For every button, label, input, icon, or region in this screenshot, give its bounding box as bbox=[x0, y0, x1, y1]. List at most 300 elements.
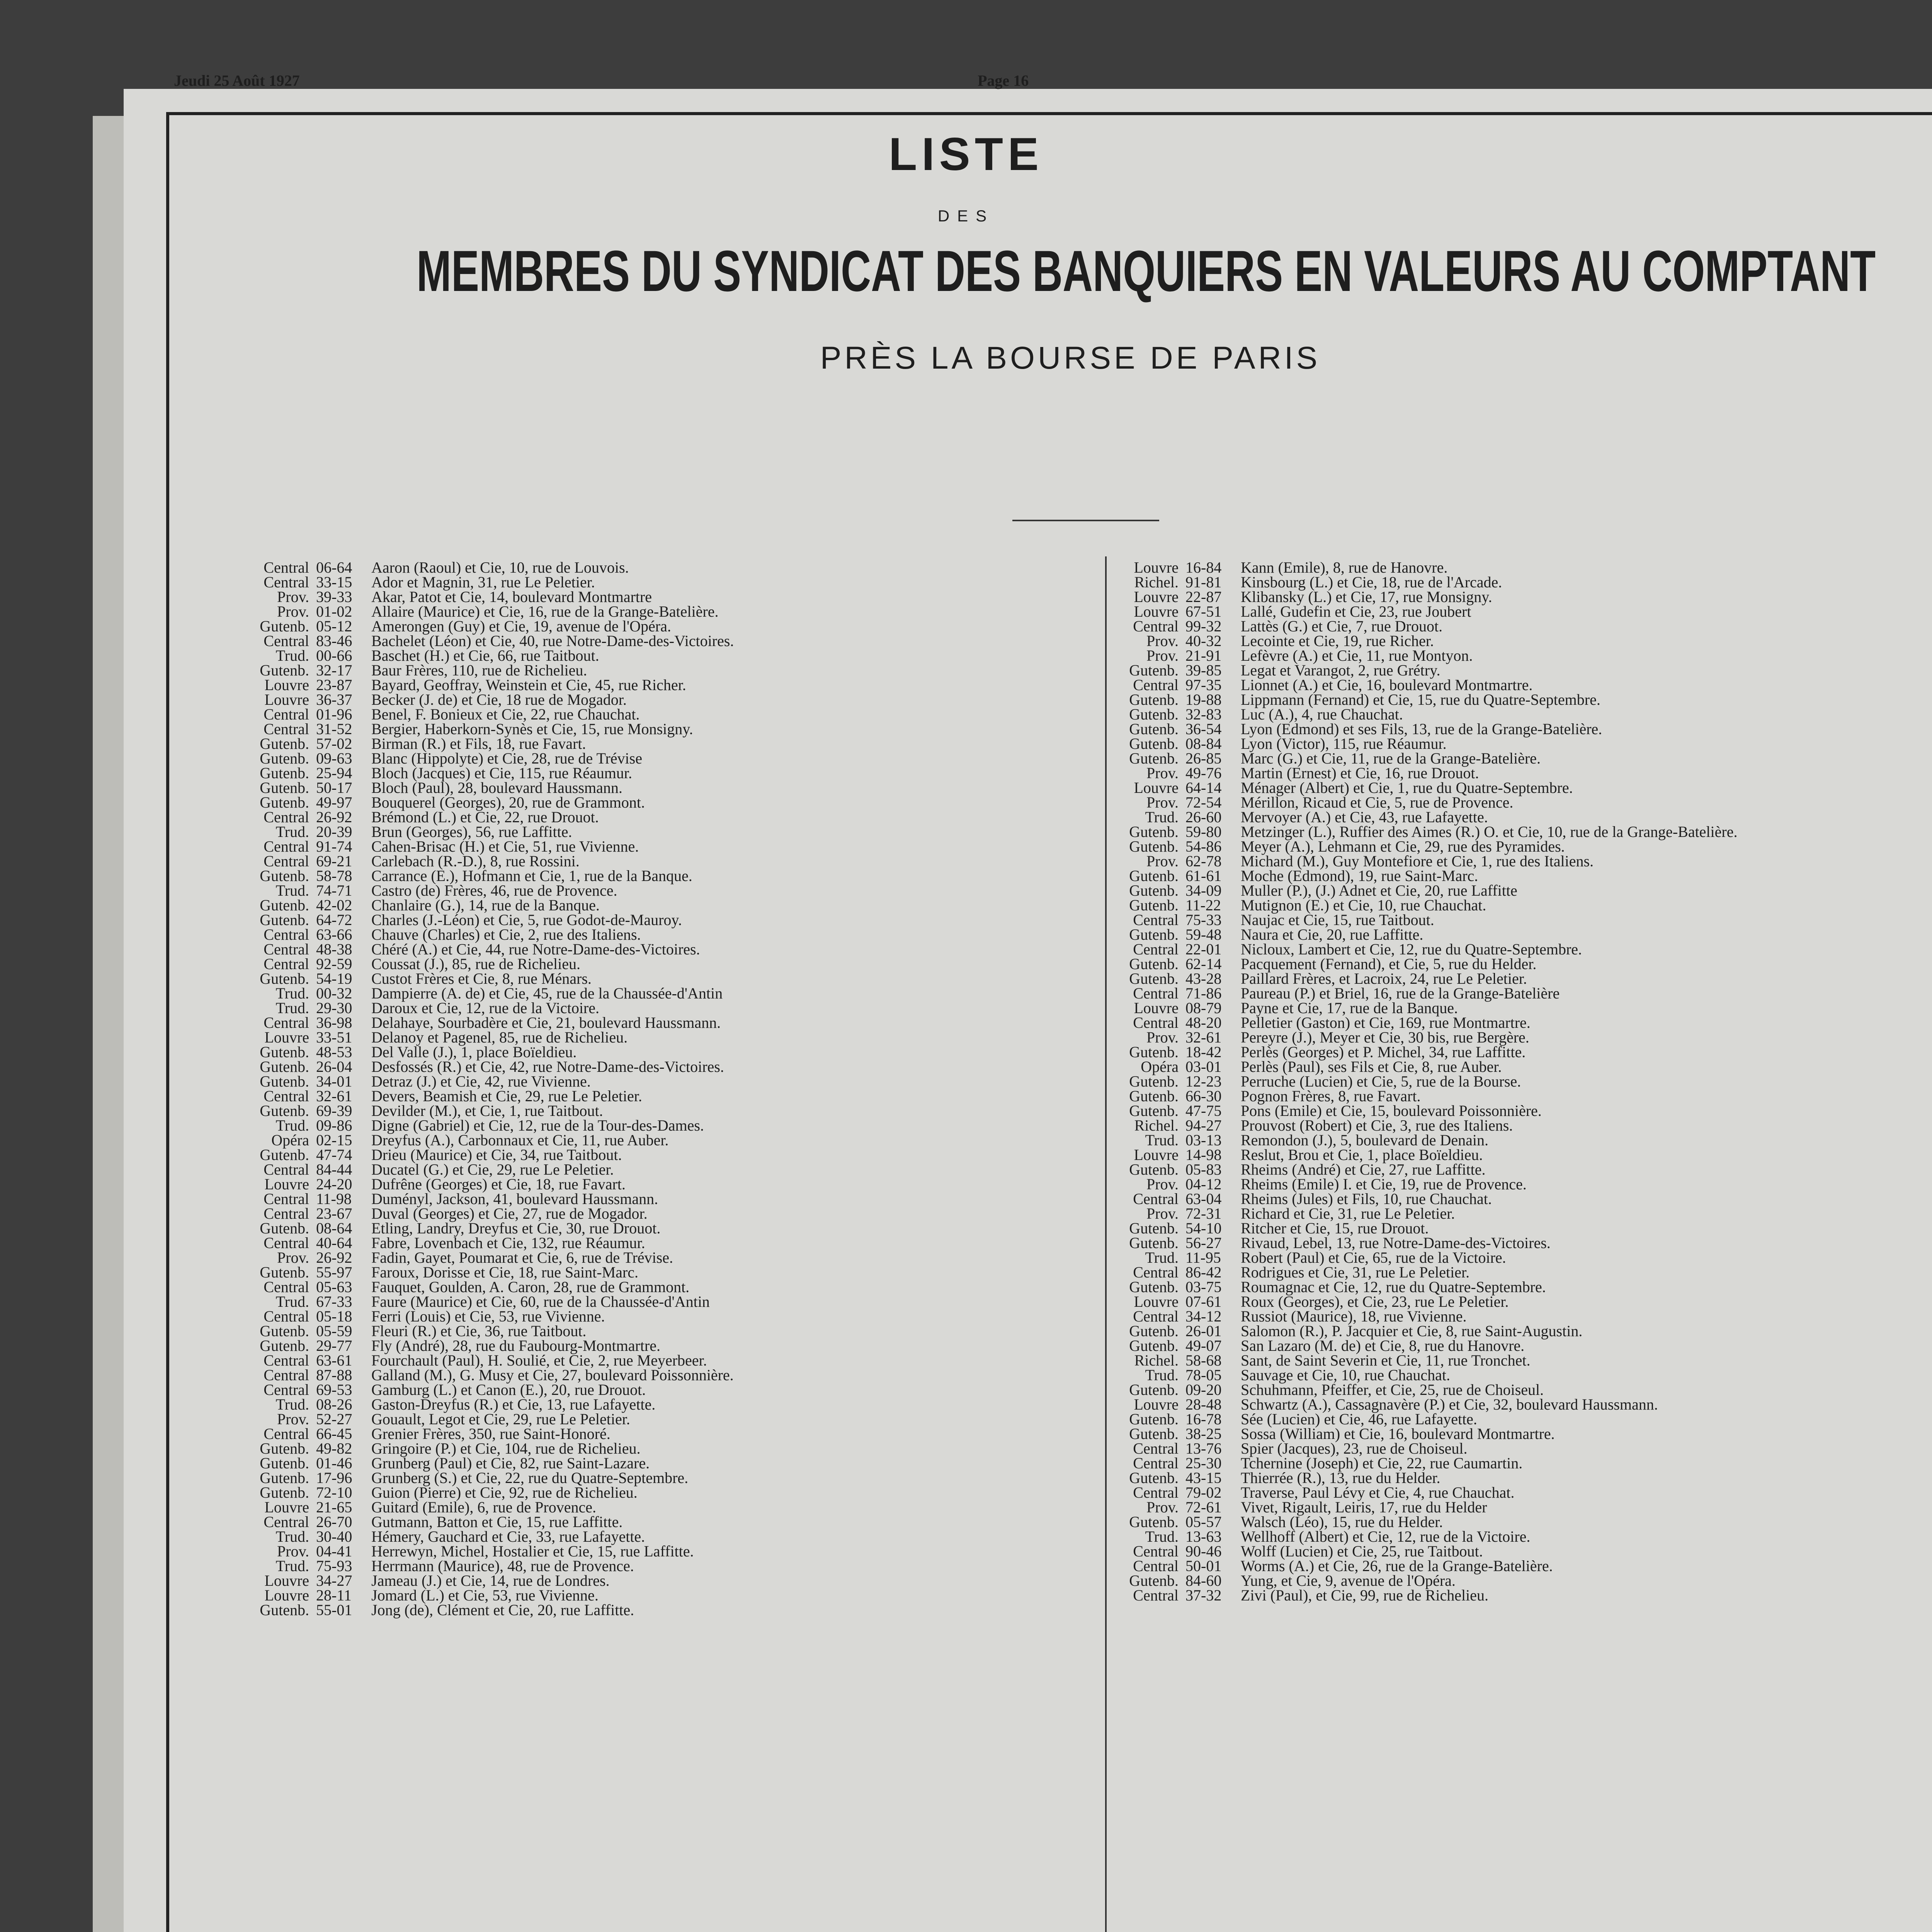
member-entry bbox=[243, 1162, 734, 1177]
member-number: 67-51 bbox=[1185, 603, 1222, 620]
member-entry bbox=[1113, 810, 1738, 825]
member-number: 97-35 bbox=[1185, 676, 1222, 694]
member-number: 11-95 bbox=[1185, 1249, 1221, 1266]
member-number: 61-61 bbox=[1185, 867, 1222, 884]
member-text: Paillard Frères, et Lacroix, 24, rue Le Peletier. bbox=[1241, 970, 1527, 987]
member-text: Naura et Cie, 20, rue Laffitte. bbox=[1241, 926, 1423, 943]
member-number: 20-39 bbox=[316, 823, 352, 840]
member-entry bbox=[243, 663, 734, 678]
member-entry bbox=[1113, 869, 1738, 883]
member-exchange: Trud. bbox=[276, 1293, 309, 1310]
member-text: Fourchault (Paul), H. Soulié, et Cie, 2, rue Meyerbeer. bbox=[371, 1352, 707, 1369]
member-number: 92-59 bbox=[316, 955, 352, 973]
member-number: 14-98 bbox=[1185, 1146, 1222, 1163]
member-exchange: Gutenb. bbox=[1129, 1337, 1179, 1354]
member-text: Akar, Patot et Cie, 14, boulevard Montmartre bbox=[371, 588, 652, 605]
member-number: 49-82 bbox=[316, 1440, 352, 1457]
member-number: 22-87 bbox=[1185, 588, 1222, 605]
member-text: Gaston-Dreyfus (R.) et Cie, 13, rue Lafayette. bbox=[371, 1396, 656, 1413]
member-exchange: Louvre bbox=[264, 1572, 309, 1589]
member-text: Chéré (A.) et Cie, 44, rue Notre-Dame-des-Victoires. bbox=[371, 940, 700, 958]
member-text: Coussat (J.), 85, rue de Richelieu. bbox=[371, 955, 580, 973]
member-number: 08-26 bbox=[316, 1396, 352, 1413]
member-entry bbox=[243, 1471, 734, 1485]
member-entry bbox=[243, 1603, 734, 1617]
member-exchange: Gutenb. bbox=[260, 1440, 309, 1457]
member-text: Lattès (G.) et Cie, 7, rue Drouot. bbox=[1241, 617, 1443, 635]
member-text: Michard (M.), Guy Montefiore et Cie, 1, rue des Italiens. bbox=[1241, 852, 1594, 870]
member-entry bbox=[243, 1338, 734, 1353]
member-entry bbox=[243, 942, 734, 957]
member-entry bbox=[1113, 839, 1738, 854]
member-entry bbox=[243, 1250, 734, 1265]
member-exchange: Gutenb. bbox=[1129, 662, 1179, 679]
member-exchange: Gutenb. bbox=[260, 896, 309, 914]
member-entry bbox=[243, 1030, 734, 1045]
member-text: Lefèvre (A.) et Cie, 11, rue Montyon. bbox=[1241, 647, 1473, 664]
member-exchange: Central bbox=[264, 559, 309, 576]
member-exchange: Gutenb. bbox=[1129, 1234, 1179, 1252]
member-entry bbox=[243, 1573, 734, 1588]
member-text: Kinsbourg (L.) et Cie, 18, rue de l'Arcade. bbox=[1241, 573, 1502, 591]
member-exchange: Richel. bbox=[1134, 573, 1179, 591]
member-exchange: Gutenb. bbox=[260, 1601, 309, 1619]
member-number: 66-45 bbox=[316, 1425, 352, 1442]
member-exchange: Gutenb. bbox=[1129, 691, 1179, 708]
member-exchange: Richel. bbox=[1134, 1117, 1179, 1134]
member-number: 90-46 bbox=[1185, 1543, 1222, 1560]
member-exchange: Gutenb. bbox=[1129, 735, 1179, 752]
member-entry bbox=[243, 1118, 734, 1133]
member-text: Devilder (M.), et Cie, 1, rue Taitbout. bbox=[371, 1102, 603, 1119]
member-entry bbox=[243, 1383, 734, 1397]
member-text: Fabre, Lovenbach et Cie, 132, rue Réaumur. bbox=[371, 1234, 645, 1252]
member-entry bbox=[243, 839, 734, 854]
member-number: 03-75 bbox=[1185, 1278, 1222, 1296]
member-entry bbox=[1113, 575, 1738, 590]
member-text: Cahen-Brisac (H.) et Cie, 51, rue Vivienne. bbox=[371, 838, 639, 855]
member-text: Robert (Paul) et Cie, 65, rue de la Victoire. bbox=[1241, 1249, 1506, 1266]
member-number: 21-91 bbox=[1185, 647, 1222, 664]
member-entry bbox=[243, 1280, 734, 1294]
member-entry bbox=[243, 1544, 734, 1559]
member-number: 17-96 bbox=[316, 1469, 352, 1486]
member-text: Dampierre (A. de) et Cie, 45, rue de la Chaussée-d'Antin bbox=[371, 985, 723, 1002]
member-number: 36-54 bbox=[1185, 720, 1222, 738]
running-head-date: Jeudi 25 Août 1927 bbox=[174, 72, 300, 89]
member-entry bbox=[243, 1397, 734, 1412]
member-number: 48-53 bbox=[316, 1043, 352, 1061]
member-number: 33-15 bbox=[316, 573, 352, 591]
member-entry bbox=[243, 1441, 734, 1456]
member-entry bbox=[243, 604, 734, 619]
member-text: Sauvage et Cie, 10, rue Chauchat. bbox=[1241, 1366, 1451, 1384]
member-number: 63-04 bbox=[1185, 1190, 1222, 1208]
member-exchange: Gutenb. bbox=[260, 1219, 309, 1237]
member-entry bbox=[1113, 1471, 1738, 1485]
member-number: 28-11 bbox=[316, 1587, 352, 1604]
member-exchange: Central bbox=[264, 632, 309, 650]
member-text: Remondon (J.), 5, boulevard de Denain. bbox=[1241, 1131, 1488, 1149]
member-text: Guitard (Emile), 6, rue de Provence. bbox=[371, 1498, 597, 1516]
member-entry bbox=[1113, 1500, 1738, 1515]
member-text: Becker (J. de) et Cie, 18 rue de Mogador. bbox=[371, 691, 627, 708]
member-exchange: Central bbox=[264, 926, 309, 943]
member-entry bbox=[1113, 1353, 1738, 1368]
member-exchange: Louvre bbox=[1134, 999, 1179, 1017]
member-number: 01-02 bbox=[316, 603, 352, 620]
member-exchange: Gutenb. bbox=[260, 1073, 309, 1090]
member-exchange: Central bbox=[264, 1366, 309, 1384]
member-number: 63-66 bbox=[316, 926, 352, 943]
member-entry bbox=[1113, 722, 1738, 736]
member-text: Kann (Emile), 8, rue de Hanovre. bbox=[1241, 559, 1448, 576]
member-text: Lyon (Edmond) et ses Fils, 13, rue de la Grange-Batelière. bbox=[1241, 720, 1602, 738]
member-number: 50-01 bbox=[1185, 1557, 1222, 1575]
member-entry bbox=[1113, 883, 1738, 898]
member-exchange: Gutenb. bbox=[1129, 838, 1179, 855]
member-number: 47-74 bbox=[316, 1146, 352, 1163]
member-entry bbox=[243, 913, 734, 927]
member-text: Moche (Edmond), 19, rue Saint-Marc. bbox=[1241, 867, 1478, 884]
member-exchange: Gutenb. bbox=[1129, 896, 1179, 914]
member-exchange: Central bbox=[1133, 1264, 1179, 1281]
member-text: Faroux, Dorisse et Cie, 18, rue Saint-Marc. bbox=[371, 1264, 638, 1281]
member-entry bbox=[1113, 560, 1738, 575]
member-exchange: Gutenb. bbox=[260, 794, 309, 811]
member-entry bbox=[1113, 1045, 1738, 1060]
member-number: 03-13 bbox=[1185, 1131, 1222, 1149]
member-entry bbox=[243, 825, 734, 839]
member-number: 26-92 bbox=[316, 1249, 352, 1266]
member-exchange: Gutenb. bbox=[1129, 1469, 1179, 1486]
member-exchange: Opéra bbox=[271, 1131, 309, 1149]
member-number: 62-78 bbox=[1185, 852, 1222, 870]
member-exchange: Louvre bbox=[1134, 559, 1179, 576]
member-exchange: Central bbox=[264, 1381, 309, 1398]
member-number: 47-75 bbox=[1185, 1102, 1222, 1119]
member-number: 49-07 bbox=[1185, 1337, 1222, 1354]
member-text: Delahaye, Sourbadère et Cie, 21, boulevard Haussmann. bbox=[371, 1014, 721, 1031]
member-number: 55-01 bbox=[316, 1601, 352, 1619]
member-number: 48-20 bbox=[1185, 1014, 1222, 1031]
member-text: Metzinger (L.), Ruffier des Aimes (R.) O. et Cie, 10, rue de la Grange-Batelière. bbox=[1241, 823, 1738, 840]
member-number: 21-65 bbox=[316, 1498, 352, 1516]
member-exchange: Gutenb. bbox=[1129, 1410, 1179, 1428]
member-number: 07-61 bbox=[1185, 1293, 1222, 1310]
member-entry bbox=[243, 1515, 734, 1529]
member-exchange: Louvre bbox=[1134, 603, 1179, 620]
member-entry bbox=[243, 575, 734, 590]
title-pres: PRÈS LA BOURSE DE PARIS bbox=[820, 340, 1321, 376]
member-number: 94-27 bbox=[1185, 1117, 1222, 1134]
member-number: 34-27 bbox=[316, 1572, 352, 1589]
member-entry bbox=[243, 590, 734, 604]
member-text: Lecointe et Cie, 19, rue Richer. bbox=[1241, 632, 1434, 650]
member-text: Lallé, Gudefin et Cie, 23, rue Joubert bbox=[1241, 603, 1471, 620]
member-exchange: Central bbox=[264, 1190, 309, 1208]
member-entry bbox=[243, 1456, 734, 1471]
member-text: Carrance (E.), Hofmann et Cie, 1, rue de la Banque. bbox=[371, 867, 692, 884]
member-exchange: Louvre bbox=[264, 1175, 309, 1193]
member-exchange: Prov. bbox=[1146, 794, 1179, 811]
member-number: 49-97 bbox=[316, 794, 352, 811]
member-entry bbox=[243, 957, 734, 971]
member-text: Fadin, Gayet, Poumarat et Cie, 6, rue de Trévise. bbox=[371, 1249, 673, 1266]
member-entry bbox=[1113, 1573, 1738, 1588]
member-number: 34-09 bbox=[1185, 882, 1222, 899]
member-text: Bergier, Haberkorn-Synès et Cie, 15, rue Monsigny. bbox=[371, 720, 693, 738]
member-number: 05-18 bbox=[316, 1308, 352, 1325]
member-entry bbox=[243, 692, 734, 707]
member-text: Spier (Jacques), 23, rue de Choiseul. bbox=[1241, 1440, 1468, 1457]
member-exchange: Trud. bbox=[276, 882, 309, 899]
member-entry bbox=[1113, 1383, 1738, 1397]
member-entry bbox=[243, 898, 734, 913]
member-exchange: Prov. bbox=[1146, 647, 1179, 664]
member-exchange: Gutenb. bbox=[260, 911, 309, 929]
member-text: Detraz (J.) et Cie, 42, rue Vivienne. bbox=[371, 1073, 591, 1090]
running-head bbox=[0, 71, 1932, 114]
member-exchange: Gutenb. bbox=[260, 764, 309, 782]
member-text: Jameau (J.) et Cie, 14, rue de Londres. bbox=[371, 1572, 610, 1589]
member-text: Gutmann, Batton et Cie, 15, rue Laffitte. bbox=[371, 1513, 623, 1531]
member-entry bbox=[1113, 1280, 1738, 1294]
member-text: Payne et Cie, 17, rue de la Banque. bbox=[1241, 999, 1458, 1017]
member-number: 01-96 bbox=[316, 706, 352, 723]
member-text: San Lazaro (M. de) et Cie, 8, rue du Hanovre. bbox=[1241, 1337, 1525, 1354]
member-entry bbox=[1113, 1192, 1738, 1206]
member-exchange: Central bbox=[1133, 1440, 1179, 1457]
member-entry bbox=[1113, 1133, 1738, 1148]
member-entry bbox=[1113, 1250, 1738, 1265]
member-entry bbox=[1113, 707, 1738, 722]
member-exchange: Louvre bbox=[1134, 588, 1179, 605]
member-text: Chauve (Charles) et Cie, 2, rue des Italiens. bbox=[371, 926, 641, 943]
member-exchange: Gutenb. bbox=[260, 750, 309, 767]
member-number: 26-60 bbox=[1185, 808, 1222, 826]
member-number: 37-32 bbox=[1185, 1587, 1222, 1604]
member-text: Grunberg (Paul) et Cie, 82, rue Saint-Lazare. bbox=[371, 1454, 650, 1472]
member-number: 64-72 bbox=[316, 911, 352, 929]
member-exchange: Central bbox=[1133, 1308, 1179, 1325]
members-right-column bbox=[1113, 560, 1738, 1603]
member-exchange: Gutenb. bbox=[1129, 926, 1179, 943]
member-exchange: Prov. bbox=[277, 1543, 309, 1560]
member-entry bbox=[1113, 986, 1738, 1001]
member-entry bbox=[1113, 913, 1738, 927]
member-text: Rheims (Jules) et Fils, 10, rue Chauchat. bbox=[1241, 1190, 1492, 1208]
member-entry bbox=[1113, 1368, 1738, 1383]
member-entry bbox=[243, 1089, 734, 1104]
member-entry bbox=[1113, 634, 1738, 648]
member-number: 59-48 bbox=[1185, 926, 1222, 943]
member-text: Brun (Georges), 56, rue Laffitte. bbox=[371, 823, 572, 840]
member-text: Tchernine (Joseph) et Cie, 22, rue Caumartin. bbox=[1241, 1454, 1523, 1472]
member-text: Castro (de) Frères, 46, rue de Provence. bbox=[371, 882, 617, 899]
member-exchange: Gutenb. bbox=[1129, 1572, 1179, 1589]
member-text: Muller (P.), (J.) Adnet et Cie, 20, rue Laffitte bbox=[1241, 882, 1517, 899]
member-entry bbox=[1113, 604, 1738, 619]
member-entry bbox=[243, 619, 734, 634]
member-text: Amerongen (Guy) et Cie, 19, avenue de l'Opéra. bbox=[371, 617, 671, 635]
member-text: Ferri (Louis) et Cie, 53, rue Vivienne. bbox=[371, 1308, 605, 1325]
member-entry bbox=[1113, 663, 1738, 678]
member-number: 38-25 bbox=[1185, 1425, 1222, 1442]
member-exchange: Prov. bbox=[1146, 1205, 1179, 1222]
member-entry bbox=[243, 1192, 734, 1206]
member-entry bbox=[1113, 1236, 1738, 1250]
member-number: 04-12 bbox=[1185, 1175, 1222, 1193]
member-text: Bloch (Paul), 28, boulevard Haussmann. bbox=[371, 779, 622, 796]
member-text: Birman (R.) et Fils, 18, rue Favart. bbox=[371, 735, 586, 752]
member-entry bbox=[1113, 971, 1738, 986]
member-text: Reslut, Brou et Cie, 1, place Boïeldieu. bbox=[1241, 1146, 1483, 1163]
member-number: 00-66 bbox=[316, 647, 352, 664]
member-entry bbox=[1113, 1206, 1738, 1221]
member-text: Rheims (André) et Cie, 27, rue Laffitte. bbox=[1241, 1161, 1486, 1178]
member-exchange: Central bbox=[264, 1308, 309, 1325]
member-number: 99-32 bbox=[1185, 617, 1222, 635]
member-text: Charles (J.-Léon) et Cie, 5, rue Godot-de-Mauroy. bbox=[371, 911, 682, 929]
member-number: 56-27 bbox=[1185, 1234, 1222, 1252]
member-text: Pereyre (J.), Meyer et Cie, 30 bis, rue Bergère. bbox=[1241, 1029, 1529, 1046]
member-exchange: Prov. bbox=[1146, 1498, 1179, 1516]
member-entry bbox=[1113, 692, 1738, 707]
member-entry bbox=[1113, 1015, 1738, 1030]
member-number: 11-22 bbox=[1185, 896, 1221, 914]
member-text: Duval (Georges) et Cie, 27, rue de Mogador. bbox=[371, 1205, 648, 1222]
member-exchange: Louvre bbox=[1134, 1293, 1179, 1310]
member-entry bbox=[1113, 751, 1738, 766]
member-text: Naujac et Cie, 15, rue Taitbout. bbox=[1241, 911, 1434, 929]
member-text: Russiot (Maurice), 18, rue Vivienne. bbox=[1241, 1308, 1467, 1325]
member-number: 66-30 bbox=[1185, 1087, 1222, 1105]
member-entry bbox=[1113, 619, 1738, 634]
member-entry bbox=[1113, 1412, 1738, 1427]
member-entry bbox=[1113, 1221, 1738, 1236]
member-entry bbox=[243, 971, 734, 986]
member-entry bbox=[1113, 1001, 1738, 1015]
member-number: 49-76 bbox=[1185, 764, 1222, 782]
member-text: Roumagnac et Cie, 12, rue du Quatre-Septembre. bbox=[1241, 1278, 1546, 1296]
member-text: Drieu (Maurice) et Cie, 34, rue Taitbout. bbox=[371, 1146, 622, 1163]
member-text: Traverse, Paul Lévy et Cie, 4, rue Chauchat. bbox=[1241, 1484, 1515, 1501]
member-number: 08-79 bbox=[1185, 999, 1222, 1017]
member-entry bbox=[243, 1148, 734, 1162]
member-number: 71-86 bbox=[1185, 985, 1222, 1002]
member-number: 39-85 bbox=[1185, 662, 1222, 679]
member-text: Daroux et Cie, 12, rue de la Victoire. bbox=[371, 999, 599, 1017]
member-number: 23-67 bbox=[316, 1205, 352, 1222]
member-number: 09-86 bbox=[316, 1117, 352, 1134]
member-number: 22-01 bbox=[1185, 940, 1222, 958]
member-entry bbox=[243, 1485, 734, 1500]
member-entry bbox=[243, 560, 734, 575]
member-exchange: Prov. bbox=[1146, 632, 1179, 650]
member-number: 05-57 bbox=[1185, 1513, 1222, 1531]
member-entry bbox=[1113, 1485, 1738, 1500]
member-text: Nicloux, Lambert et Cie, 12, rue du Quatre-Septembre. bbox=[1241, 940, 1582, 958]
member-number: 23-87 bbox=[316, 676, 352, 694]
member-text: Wolff (Lucien) et Cie, 25, rue Taitbout. bbox=[1241, 1543, 1483, 1560]
member-entry bbox=[243, 927, 734, 942]
member-text: Herrewyn, Michel, Hostalier et Cie, 15, rue Laffitte. bbox=[371, 1543, 694, 1560]
member-exchange: Gutenb. bbox=[260, 1102, 309, 1119]
member-number: 09-20 bbox=[1185, 1381, 1222, 1398]
member-exchange: Central bbox=[1133, 1190, 1179, 1208]
member-number: 75-93 bbox=[316, 1557, 352, 1575]
member-text: Hémery, Gauchard et Cie, 33, rue Lafayette. bbox=[371, 1528, 645, 1545]
member-text: Duményl, Jackson, 41, boulevard Haussmann. bbox=[371, 1190, 658, 1208]
member-entry bbox=[1113, 795, 1738, 810]
member-exchange: Gutenb. bbox=[260, 1454, 309, 1472]
member-exchange: Louvre bbox=[1134, 1396, 1179, 1413]
member-exchange: Central bbox=[264, 852, 309, 870]
member-number: 05-59 bbox=[316, 1322, 352, 1340]
member-exchange: Trud. bbox=[1145, 1131, 1179, 1149]
member-entry bbox=[243, 1045, 734, 1060]
member-exchange: Prov. bbox=[277, 1249, 309, 1266]
member-exchange: Gutenb. bbox=[260, 1484, 309, 1501]
member-exchange: Trud. bbox=[276, 985, 309, 1002]
member-exchange: Trud. bbox=[1145, 1249, 1179, 1266]
title-membres: MEMBRES DU SYNDICAT DES BANQUIERS EN VALEURS AU COMPTANT bbox=[416, 238, 1876, 303]
title-rule bbox=[1012, 520, 1159, 521]
member-number: 33-51 bbox=[316, 1029, 352, 1046]
member-exchange: Gutenb. bbox=[260, 867, 309, 884]
member-exchange: Central bbox=[264, 1087, 309, 1105]
member-text: Blanc (Hippolyte) et Cie, 28, rue de Trévise bbox=[371, 750, 642, 767]
member-text: Marc (G.) et Cie, 11, rue de la Grange-Batelière. bbox=[1241, 750, 1541, 767]
member-exchange: Gutenb. bbox=[260, 970, 309, 987]
member-entry bbox=[1113, 1559, 1738, 1573]
member-text: Rheims (Emile) I. et Cie, 19, rue de Provence. bbox=[1241, 1175, 1527, 1193]
member-exchange: Trud. bbox=[276, 1528, 309, 1545]
member-number: 69-21 bbox=[316, 852, 352, 870]
member-text: Yung, et Cie, 9, avenue de l'Opéra. bbox=[1241, 1572, 1456, 1589]
member-entry bbox=[1113, 1588, 1738, 1603]
member-number: 18-42 bbox=[1185, 1043, 1222, 1061]
member-text: Custot Frères et Cie, 8, rue Ménars. bbox=[371, 970, 592, 987]
member-number: 50-17 bbox=[316, 779, 352, 796]
member-number: 75-33 bbox=[1185, 911, 1222, 929]
member-entry bbox=[243, 1500, 734, 1515]
member-number: 11-98 bbox=[316, 1190, 352, 1208]
member-text: Luc (A.), 4, rue Chauchat. bbox=[1241, 706, 1403, 723]
member-exchange: Central bbox=[1133, 1587, 1179, 1604]
member-exchange: Central bbox=[264, 1205, 309, 1222]
member-exchange: Prov. bbox=[1146, 1175, 1179, 1193]
member-exchange: Gutenb. bbox=[1129, 867, 1179, 884]
member-exchange: Opéra bbox=[1141, 1058, 1179, 1075]
member-text: Bloch (Jacques) et Cie, 115, rue Réaumur. bbox=[371, 764, 632, 782]
member-number: 91-74 bbox=[316, 838, 352, 855]
member-entry bbox=[1113, 898, 1738, 913]
member-number: 29-77 bbox=[316, 1337, 352, 1354]
member-entry bbox=[1113, 766, 1738, 781]
member-entry bbox=[243, 751, 734, 766]
member-entry bbox=[243, 1309, 734, 1324]
member-text: Thierrée (R.), 13, rue du Helder. bbox=[1241, 1469, 1440, 1486]
member-exchange: Gutenb. bbox=[260, 735, 309, 752]
member-exchange: Gutenb. bbox=[1129, 823, 1179, 840]
member-number: 72-61 bbox=[1185, 1498, 1222, 1516]
member-text: Aaron (Raoul) et Cie, 10, rue de Louvois. bbox=[371, 559, 629, 576]
member-text: Galland (M.), G. Musy et Cie, 27, boulevard Poissonnière. bbox=[371, 1366, 734, 1384]
member-text: Zivi (Paul), et Cie, 99, rue de Richelieu. bbox=[1241, 1587, 1488, 1604]
member-exchange: Gutenb. bbox=[260, 1264, 309, 1281]
